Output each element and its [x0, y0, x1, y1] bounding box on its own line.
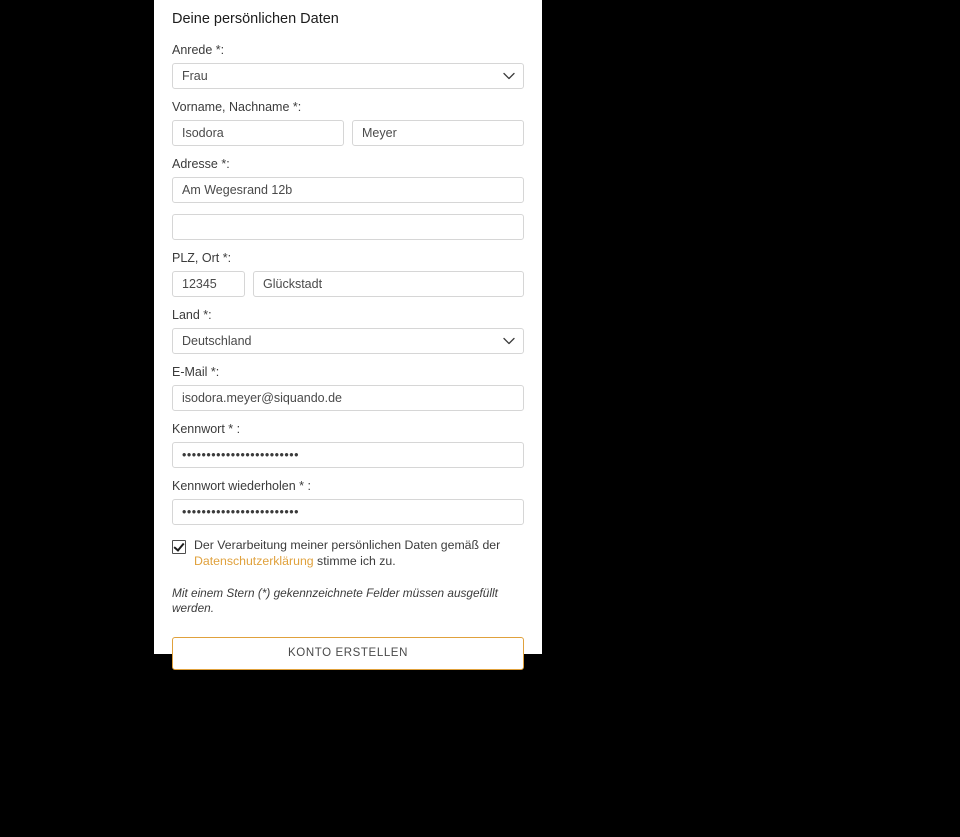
zip-input[interactable]: [172, 271, 245, 297]
address-line2-input[interactable]: [172, 214, 524, 240]
country-label: Land *:: [172, 307, 212, 322]
consent-text: [194, 537, 524, 570]
name-label: Vorname, Nachname *:: [172, 99, 302, 114]
field-group-password: [172, 422, 524, 468]
email-label: E-Mail *:: [172, 364, 220, 379]
password-label: Kennwort * :: [172, 421, 241, 436]
consent-text-after: stimme ich zu.: [317, 554, 396, 569]
zip-cell: [172, 271, 245, 297]
city-label: PLZ, Ort *:: [172, 250, 232, 265]
city-row: [172, 271, 524, 297]
field-group-address: [172, 157, 524, 240]
salutation-select[interactable]: [172, 63, 524, 89]
email-input[interactable]: [172, 385, 524, 411]
field-group-city: [172, 251, 524, 297]
country-select-wrap: [172, 328, 524, 354]
field-group-password-repeat: [172, 479, 524, 525]
first-name-input[interactable]: [172, 120, 344, 146]
field-group-name: [172, 100, 524, 146]
page-title: Deine persönlichen Daten: [172, 11, 339, 27]
required-fields-note: Mit einem Stern (*) gekennzeichnete Felder müssen ausgefüllt werden.: [172, 586, 498, 616]
password-input[interactable]: [172, 442, 524, 468]
address-line1-cell: [172, 177, 524, 203]
consent-checkbox[interactable]: [172, 540, 186, 554]
last-name-input[interactable]: [352, 120, 524, 146]
consent-text-before: Der Verarbeitung meiner persönlichen Daten gemäß der: [194, 537, 501, 552]
first-name-cell: [172, 120, 344, 146]
address-label: Adresse *:: [172, 156, 230, 171]
salutation-label: Anrede *:: [172, 42, 225, 57]
consent-row: [172, 537, 524, 570]
password-repeat-input[interactable]: [172, 499, 524, 525]
address-line1-input[interactable]: [172, 177, 524, 203]
salutation-select-wrap: [172, 63, 524, 89]
city-cell: [253, 271, 524, 297]
privacy-policy-link[interactable]: Datenschutzerklärung: [194, 554, 314, 569]
field-group-salutation: [172, 43, 524, 89]
city-input[interactable]: [253, 271, 524, 297]
field-group-email: [172, 365, 524, 411]
registration-form-panel: [154, 0, 542, 660]
field-group-country: [172, 308, 524, 354]
form-inner: [172, 0, 524, 670]
country-select[interactable]: [172, 328, 524, 354]
name-row: [172, 120, 524, 146]
last-name-cell: [352, 120, 524, 146]
address-line2-cell: [172, 214, 524, 240]
create-account-button[interactable]: KONTO ERSTELLEN: [172, 637, 524, 670]
password-repeat-label: Kennwort wiederholen * :: [172, 478, 311, 493]
